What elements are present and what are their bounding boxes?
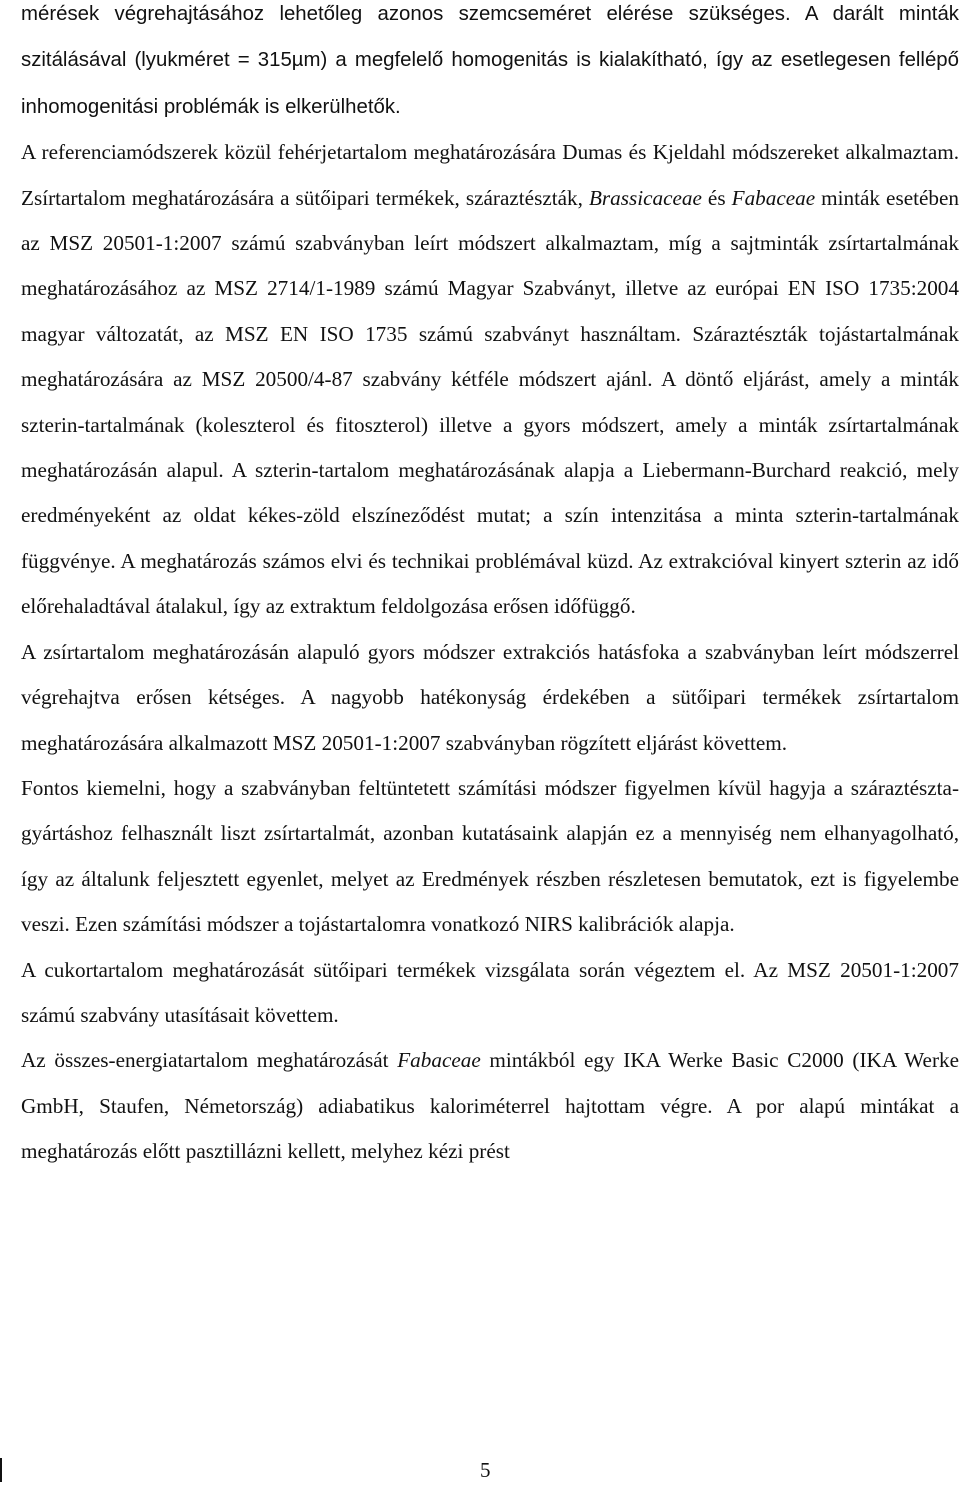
text-segment: Az összes-energiatartalom meghatározását	[21, 1048, 398, 1073]
paragraph	[21, 0, 959, 130]
italic-term: Fabaceae	[397, 1048, 481, 1073]
paragraph	[21, 766, 959, 948]
italic-term: Brassicaceae	[588, 185, 702, 210]
text-segment: mintákból egy IKA Werke Basic C2000 (IKA Werke GmbH, Staufen, Németország) adiabatikus kaloriméterrel hajtottam végre. A por alapú mintákat a meghatározás előtt pasztillázni kellett, melyhez kézi prést	[21, 1048, 959, 1164]
page-number: 5	[480, 1458, 491, 1482]
text-segment: minták esetében az MSZ 20501-1:2007 számú szabványban leírt módszert alkalmaztam, míg a sajtminták zsírtartalmának meghatározásához az MSZ 2714/1-1989 számú Magyar Szabványt, illetve az európai EN ISO 1735:2004 magyar változatát, az MSZ EN ISO 1735 számú szabványt használtam. Száraztészták tojástartalmának meghatározására az MSZ 20500/4-87 szabvány kétféle módszert ajánl. A döntő eljárást, amely a minták szterin-tartalmának (koleszterol és fitoszterol) illetve a gyors módszert, amely a minták zsírtartalmának meghatározásán alapul. A szterin-tartalom meghatározásának alapja a Liebermann-Burchard reakció, mely eredményeként az oldat kékes-zöld elszíneződést mutat; a szín intenzitása a minta szterin-tartalmának függvénye. A meghatározás számos elvi és technikai problémával küzd. Az extrakcióval kinyert szterin az idő előrehaladtával átalakul, így az extraktum feldolgozása erősen időfüggő.	[21, 185, 959, 619]
text-segment: A zsírtartalom meghatározásán alapuló gyors módszer extrakciós hatásfoka a szabványban leírt módszerrel végrehajtva erősen kétséges. A nagyobb hatékonyság érdekében a sütőipari termékek zsírtartalom meghatározására alkalmazott MSZ 20501-1:2007 szabványban rögzített eljárást követtem.	[21, 639, 959, 755]
italic-term: Fabaceae	[731, 185, 816, 210]
text-segment: Fontos kiemelni, hogy a szabványban feltüntetett számítási módszer figyelmen kívül hagyja a száraztészta-gyártáshoz felhasznált liszt zsírtartalmát, azonban kutatásaink alapján ez a mennyiség nem elhanyagolható, így az általunk feljesztett egyenlet, melyet az Eredmények részben részletesen bemutatok, ezt is figyelembe veszi. Ezen számítási módszer a tojástartalomra vonatkozó NIRS kalibrációk alapja.	[21, 775, 959, 937]
paragraph	[21, 630, 959, 766]
paragraph	[21, 130, 959, 629]
document-body	[21, 0, 959, 1175]
margin-bar	[0, 1458, 2, 1482]
text-segment: mérések végrehajtásához lehetőleg azonos szemcseméret elérése szükséges. A darált minták szitálásával (lyukméret = 315µm) a megfelelő homogenitás is kialakítható, így az esetlegesen fellépő inhomogenitási problémák is elkerülhetők.	[21, 3, 959, 118]
paragraph	[21, 948, 959, 1039]
text-segment: és	[701, 185, 732, 210]
paragraph	[21, 1038, 959, 1174]
text-segment: A referenciamódszerek közül fehérjetartalom meghatározására Dumas és Kjeldahl módszereket alkalmaztam. Zsírtartalom meghatározására a sütőipari termékek, száraztészták,	[21, 140, 959, 210]
text-segment: A cukortartalom meghatározását sütőipari termékek vizsgálata során végeztem el. Az MSZ 20501-1:2007 számú szabvány utasításait követtem.	[21, 957, 959, 1027]
